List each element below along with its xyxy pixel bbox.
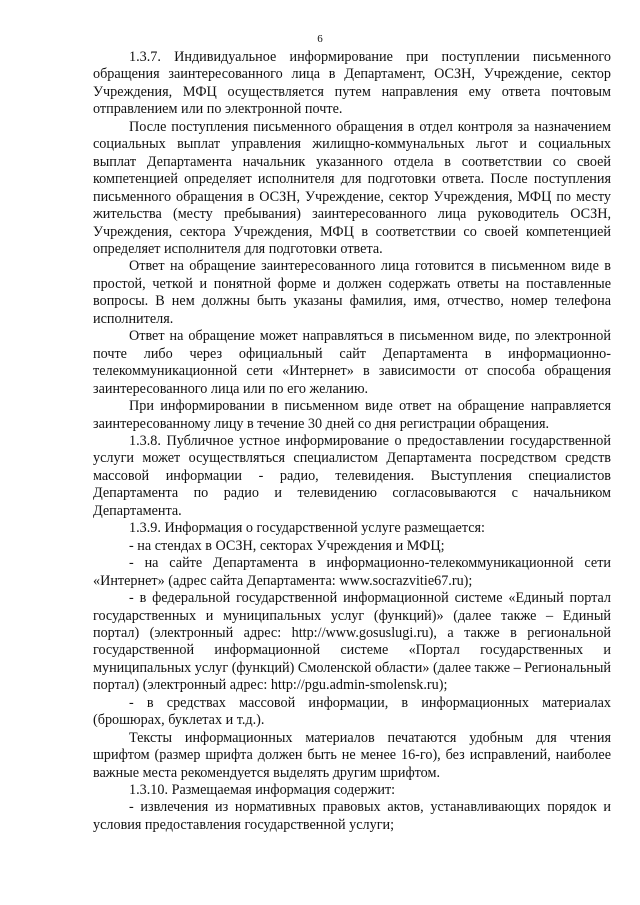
paragraph: 1.3.10. Размещаемая информация содержит: [129, 782, 396, 799]
list-item: - в федеральной государственной информационной системе «Единый портал государственных и муниципальных услуг (функций)» (далее также – Единый портал) (электронный адрес: http://www.gosuslugi.ru), а также в региональной государственной информационной системе «Портал государственных и муниципальных услуг (функций) Смоленской области» (далее также – Региональный портал) (электронный адрес: http://pgu.admin-smolensk.ru); [93, 590, 612, 694]
paragraph: 1.3.8. Публичное устное информирование о предоставлении государственной услуги может осуществляться специалистом Департамента посредством средств массовой информации - радио, телевидения. Выступления специалистов Департамента по радио и телевидению согласовываются с начальником Департамента. [93, 432, 611, 519]
list-item: - в средствах массовой информации, в информационных материалах (брошюрах, буклетах и т.д.). [93, 694, 611, 729]
paragraph: После поступления письменного обращения в отдел контроля за назначением социальных выплат управления жилищно-коммунальных льгот и социальных выплат Департамента начальник указанного отдела в соответствии со своей компетенцией определяет исполнителя для подготовки ответа. После поступления письменного обращения в ОСЗН, Учреждение, сектор Учреждения, МФЦ по месту жительства (месту пребывания) заинтересованного лица руководитель ОСЗН, Учреждения, сектора Учреждения, МФЦ в соответствии со своей компетенцией определяет исполнителя для подготовки ответа. [93, 118, 611, 257]
list-item: - извлечения из нормативных правовых актов, устанавливающих порядок и условия предоставления государственной услуги; [93, 799, 611, 833]
document-body [93, 49, 611, 834]
list-item: - на стендах в ОСЗН, секторах Учреждения и МФЦ; [129, 537, 445, 554]
page-number: 6 [317, 33, 323, 45]
paragraph: 1.3.9. Информация о государственной услуге размещается: [129, 520, 485, 537]
paragraph: 1.3.7. Индивидуальное информирование при поступлении письменного обращения заинтересованного лица в Департамент, ОСЗН, Учреждение, сектор Учреждения, МФЦ осуществляется путем направления ему ответа почтовым отправлением или по электронной почте. [93, 49, 611, 118]
paragraph: При информировании в письменном виде ответ на обращение направляется заинтересованному лицу в течение 30 дней со дня регистрации обращения. [93, 398, 611, 432]
paragraph: Тексты информационных материалов печатаются удобным для чтения шрифтом (размер шрифта должен быть не менее 16-го), без исправлений, наиболее важные места рекомендуется выделять другим шрифтом. [93, 729, 611, 781]
list-item: - на сайте Департамента в информационно-телекоммуникационной сети «Интернет» (адрес сайта Департамента: www.socrazvitie67.ru); [93, 555, 611, 589]
paragraph: Ответ на обращение может направляться в письменном виде, по электронной почте либо через официальный сайт Департамента в информационно-телекоммуникационной сети «Интернет» в зависимости от способа обращения заинтересованного лица или по его желанию. [93, 328, 611, 397]
paragraph: Ответ на обращение заинтересованного лица готовится в письменном виде в простой, четкой и понятной форме и должен содержать ответы на поставленные вопросы. В нем должны быть указаны фамилия, имя, отчество, номер телефона исполнителя. [93, 258, 611, 327]
